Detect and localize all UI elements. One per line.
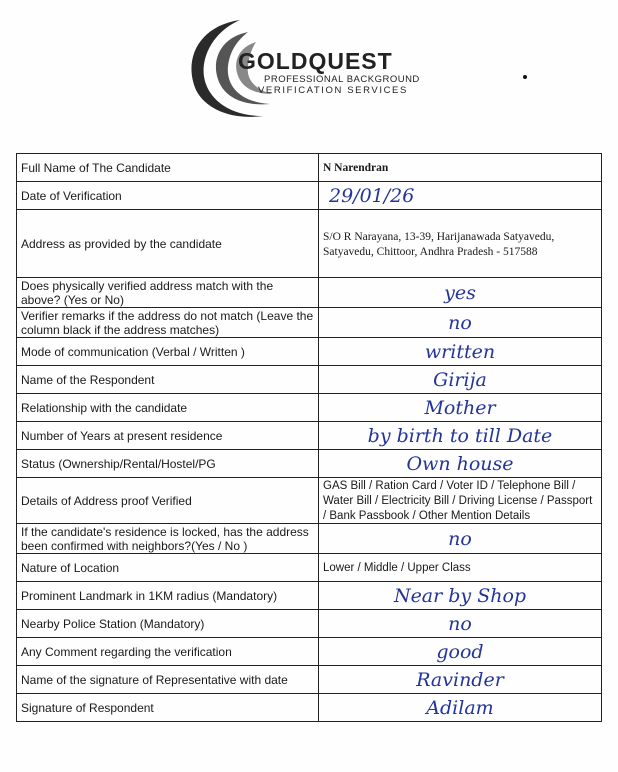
form-row bbox=[17, 308, 602, 338]
respondent-name: Girija bbox=[433, 368, 487, 391]
police-station: no bbox=[448, 612, 472, 635]
form-row bbox=[17, 582, 602, 610]
form-row bbox=[17, 638, 602, 666]
row-label: Address as provided by the candidate bbox=[17, 210, 319, 278]
neighbor-confirmation: no bbox=[448, 527, 472, 550]
form-row bbox=[17, 478, 602, 524]
goldquest-logo bbox=[178, 12, 448, 122]
row-value bbox=[319, 554, 602, 582]
row-label: Relationship with the candidate bbox=[17, 394, 319, 422]
landmark: Near by Shop bbox=[393, 584, 527, 607]
row-value bbox=[319, 666, 602, 694]
row-label: Verifier remarks if the address do not match (Leave the column black if the address matches) bbox=[17, 308, 319, 338]
representative-signature: Ravinder bbox=[416, 668, 504, 691]
relationship: Mother bbox=[424, 396, 496, 419]
form-row bbox=[17, 610, 602, 638]
stray-mark bbox=[523, 75, 527, 79]
row-value bbox=[319, 182, 602, 210]
form-row bbox=[17, 524, 602, 554]
communication-mode: written bbox=[424, 340, 496, 363]
row-value bbox=[319, 638, 602, 666]
row-label: Nature of Location bbox=[17, 554, 319, 582]
row-label: Does physically verified address match with the above? (Yes or No) bbox=[17, 278, 319, 308]
row-label: Number of Years at present residence bbox=[17, 422, 319, 450]
residence-status: Own house bbox=[406, 452, 514, 475]
form-row bbox=[17, 182, 602, 210]
verification-form bbox=[16, 153, 602, 722]
location-nature: Lower / Middle / Upper Class bbox=[323, 562, 471, 574]
row-label: Prominent Landmark in 1KM radius (Mandatory) bbox=[17, 582, 319, 610]
row-label: Name of the signature of Representative with date bbox=[17, 666, 319, 694]
row-value bbox=[319, 422, 602, 450]
row-value bbox=[319, 394, 602, 422]
verifier-remarks: no bbox=[448, 311, 472, 334]
row-value bbox=[319, 610, 602, 638]
address-match-answer: yes bbox=[444, 281, 476, 304]
candidate-address: S/O R Narayana, 13-39, Harijanawada Satyavedu, Satyavedu, Chittoor, Andhra Pradesh - 517588 bbox=[323, 230, 555, 258]
row-label: Any Comment regarding the verification bbox=[17, 638, 319, 666]
candidate-name: N Narendran bbox=[323, 162, 389, 174]
years-at-residence: by birth to till Date bbox=[367, 424, 553, 447]
row-label: Date of Verification bbox=[17, 182, 319, 210]
form-row bbox=[17, 278, 602, 308]
row-value bbox=[319, 154, 602, 182]
row-label: Name of the Respondent bbox=[17, 366, 319, 394]
form-row bbox=[17, 338, 602, 366]
row-label: Status (Ownership/Rental/Hostel/PG bbox=[17, 450, 319, 478]
form-row bbox=[17, 210, 602, 278]
verification-date: 29/01/26 bbox=[329, 184, 415, 207]
address-proof-details: GAS Bill / Ration Card / Voter ID / Telephone Bill / Water Bill / Electricity Bill / Driving License / Passport / Bank Passbook / Other Mention Details bbox=[323, 480, 593, 522]
row-label: Details of Address proof Verified bbox=[17, 478, 319, 524]
row-value bbox=[319, 210, 602, 278]
row-value bbox=[319, 478, 602, 524]
form-row bbox=[17, 394, 602, 422]
form-row bbox=[17, 694, 602, 722]
logo-wordmark: GOLDQUEST bbox=[238, 48, 393, 74]
verification-comment: good bbox=[436, 640, 484, 663]
form-row bbox=[17, 554, 602, 582]
row-label: Mode of communication (Verbal / Written ) bbox=[17, 338, 319, 366]
row-label: Nearby Police Station (Mandatory) bbox=[17, 610, 319, 638]
row-value bbox=[319, 524, 602, 554]
row-value bbox=[319, 694, 602, 722]
row-value bbox=[319, 450, 602, 478]
row-value bbox=[319, 582, 602, 610]
form-row bbox=[17, 422, 602, 450]
row-value bbox=[319, 338, 602, 366]
row-label: Signature of Respondent bbox=[17, 694, 319, 722]
form-row bbox=[17, 154, 602, 182]
logo-tagline-2: VERIFICATION SERVICES bbox=[258, 85, 408, 96]
form-row bbox=[17, 366, 602, 394]
form-row bbox=[17, 666, 602, 694]
row-value bbox=[319, 366, 602, 394]
respondent-signature: Adilam bbox=[426, 696, 494, 719]
logo-tagline-1: PROFESSIONAL BACKGROUND bbox=[264, 74, 420, 85]
row-value bbox=[319, 278, 602, 308]
form-row bbox=[17, 450, 602, 478]
row-label: Full Name of The Candidate bbox=[17, 154, 319, 182]
row-value bbox=[319, 308, 602, 338]
row-label: If the candidate's residence is locked, has the address been confirmed with neighbors?(Yes / No ) bbox=[17, 524, 319, 554]
